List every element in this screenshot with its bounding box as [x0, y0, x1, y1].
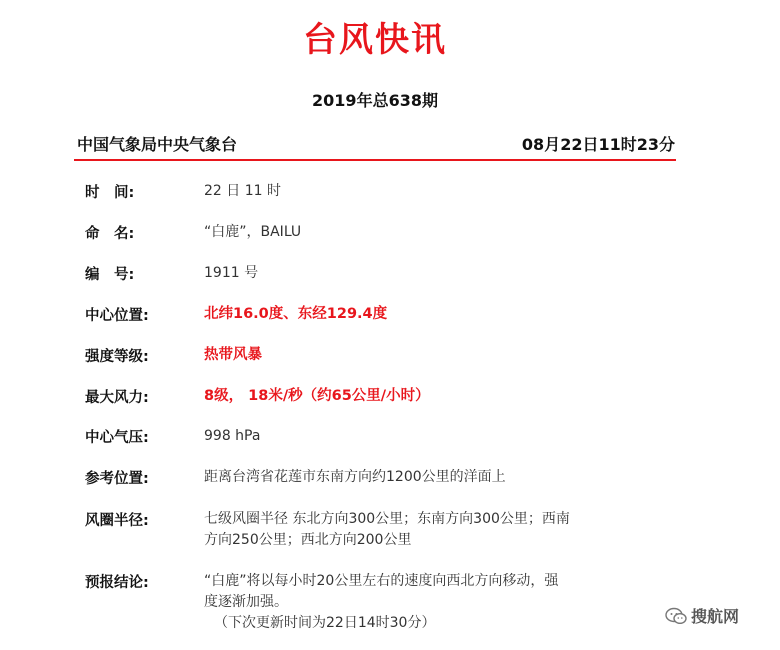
row-value: 998 hPa	[204, 428, 261, 444]
watermark	[665, 604, 739, 627]
header-divider	[74, 159, 676, 161]
page-title: 台风快讯	[303, 20, 447, 60]
wechat-bubble-icon	[665, 607, 687, 625]
row-label: 命 名:	[85, 226, 135, 242]
next-update-note: （下次更新时间为22日14时30分）	[214, 615, 436, 631]
agency-name: 中国气象局中央气象台	[77, 135, 238, 154]
row-label: 风圈半径:	[85, 513, 149, 529]
issue-number: 2019年总638期	[312, 91, 438, 110]
row-label: 时 间:	[85, 185, 135, 201]
forecast-text: “白鹿”将以每小时20公里左右的速度向西北方向移动，强度逐渐加强。	[204, 573, 559, 610]
row-label: 参考位置:	[85, 471, 149, 487]
row-value	[204, 571, 559, 634]
row-value: 22 日 11 时	[204, 183, 281, 199]
row-value: 距离台湾省花莲市东南方向约1200公里的洋面上	[204, 469, 506, 485]
row-label: 最大风力:	[85, 390, 149, 406]
publish-datetime: 08月22日11时23分	[521, 135, 675, 154]
row-value: 热带风暴	[204, 347, 262, 363]
row-value: 北纬16.0度、东经129.4度	[204, 306, 388, 322]
row-value: 七级风圈半径 东北方向300公里；东南方向300公里；西南方向250公里；西北方向200公里	[204, 511, 570, 548]
row-value: 1911 号	[204, 265, 259, 281]
row-value: “白鹿”，BAILU	[204, 224, 302, 240]
row-label: 中心气压:	[85, 430, 149, 446]
row-label: 中心位置:	[85, 308, 149, 324]
row-label: 预报结论:	[85, 575, 149, 591]
row-label: 编 号:	[85, 267, 135, 283]
row-label: 强度等级:	[85, 349, 149, 365]
watermark-text: 搜航网	[691, 607, 740, 626]
row-value: 8级， 18米/秒（约65公里/小时）	[204, 388, 430, 404]
